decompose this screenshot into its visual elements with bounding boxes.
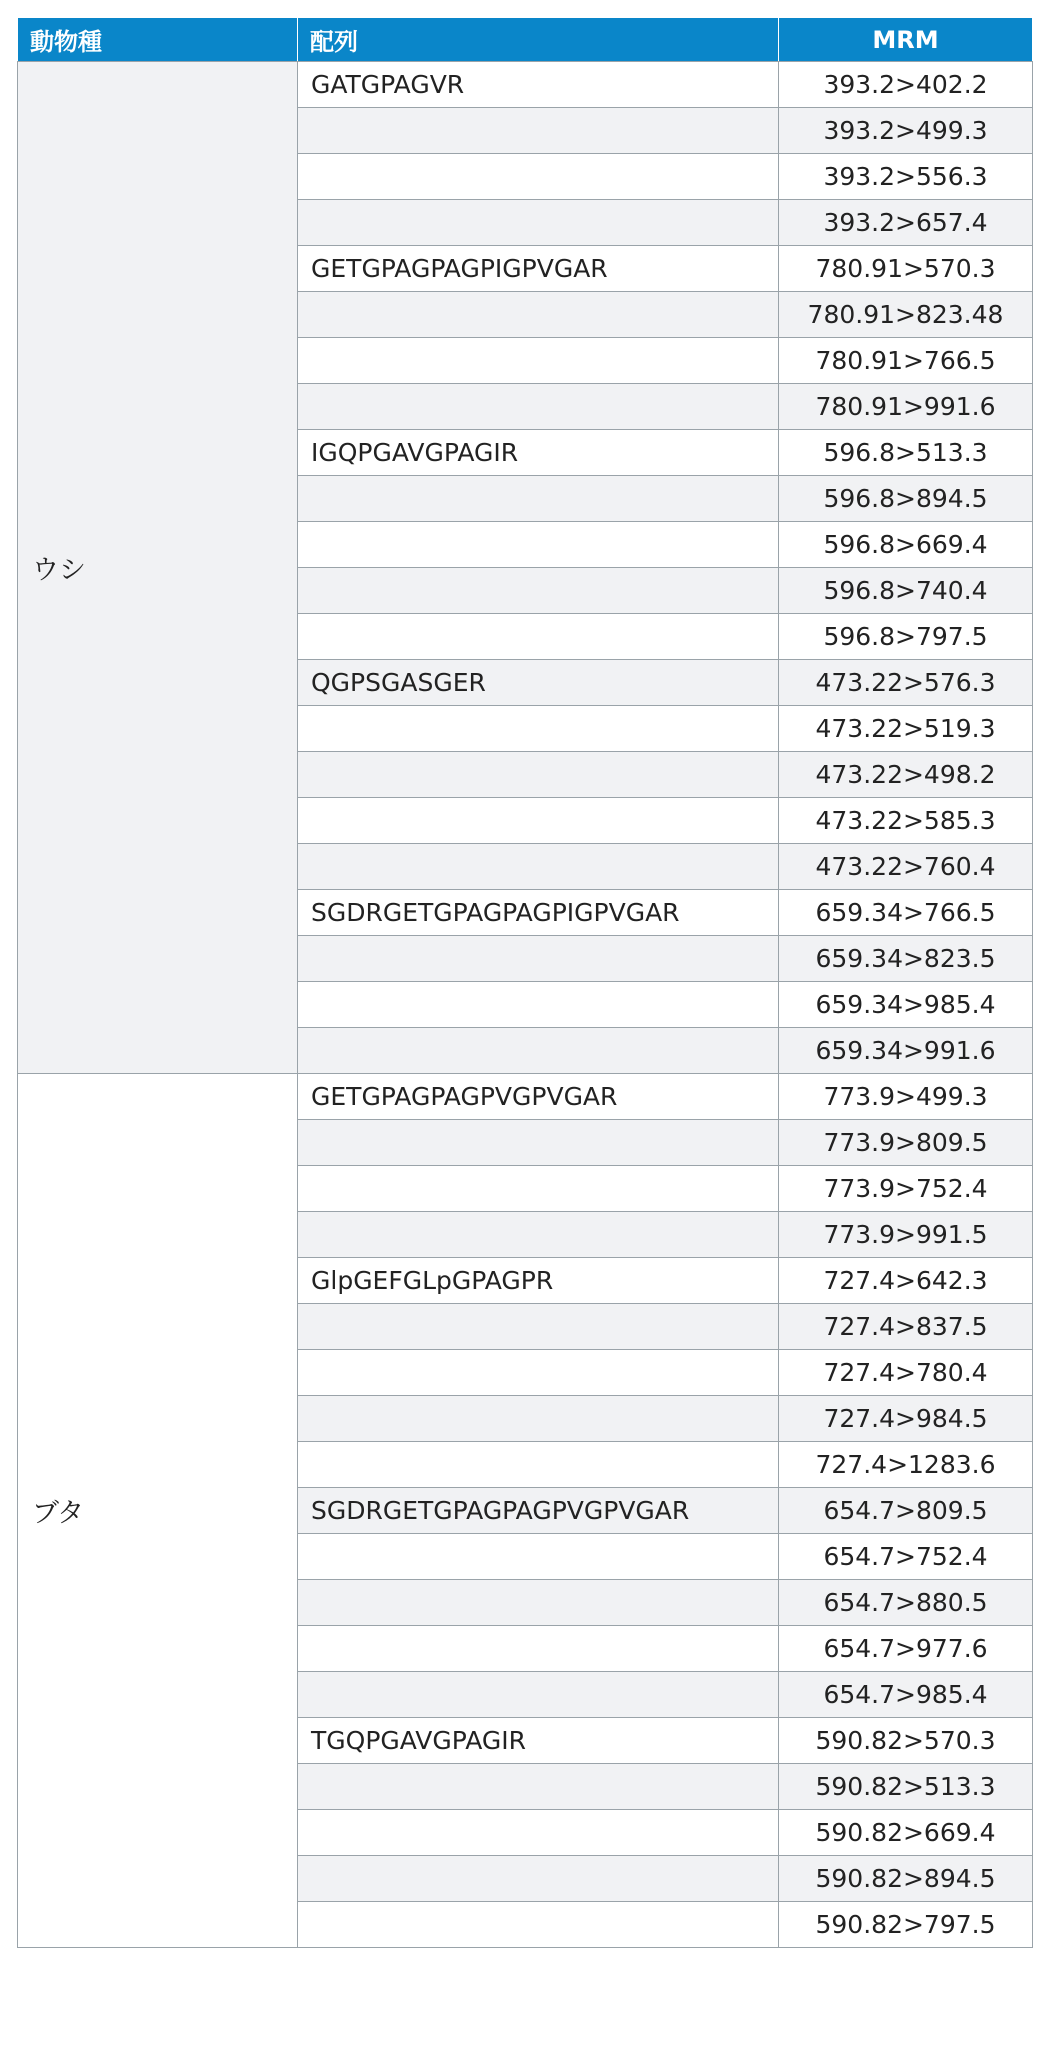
sequence-cell [298,1810,779,1856]
mrm-cell: 727.4>780.4 [779,1350,1033,1396]
sequence-cell: GATGPAGVR [298,62,779,108]
mrm-cell: 393.2>402.2 [779,62,1033,108]
mrm-cell: 654.7>977.6 [779,1626,1033,1672]
sequence-cell [298,936,779,982]
mrm-cell: 596.8>797.5 [779,614,1033,660]
sequence-cell [298,844,779,890]
sequence-cell [298,338,779,384]
mrm-cell: 393.2>499.3 [779,108,1033,154]
mrm-cell: 654.7>752.4 [779,1534,1033,1580]
sequence-cell [298,1396,779,1442]
sequence-cell [298,292,779,338]
sequence-cell: SGDRGETGPAGPAGPVGPVGAR [298,1488,779,1534]
mrm-cell: 780.91>766.5 [779,338,1033,384]
mrm-cell: 780.91>570.3 [779,246,1033,292]
mrm-cell: 596.8>740.4 [779,568,1033,614]
mrm-cell: 780.91>823.48 [779,292,1033,338]
sequence-cell [298,1166,779,1212]
sequence-cell [298,1856,779,1902]
sequence-cell [298,522,779,568]
sequence-cell [298,1212,779,1258]
mrm-cell: 780.91>991.6 [779,384,1033,430]
mrm-cell: 659.34>985.4 [779,982,1033,1028]
header-sequence: 配列 [298,18,779,62]
sequence-cell [298,1672,779,1718]
sequence-cell [298,154,779,200]
mrm-cell: 727.4>837.5 [779,1304,1033,1350]
sequence-cell [298,1304,779,1350]
sequence-cell [298,476,779,522]
mrm-cell: 773.9>499.3 [779,1074,1033,1120]
mrm-cell: 473.22>576.3 [779,660,1033,706]
header-mrm: MRM [779,18,1033,62]
sequence-cell [298,798,779,844]
table-row [18,1074,1033,1120]
table-header [18,18,1033,62]
table-row [18,62,1033,108]
mrm-cell: 654.7>985.4 [779,1672,1033,1718]
mrm-cell: 659.34>991.6 [779,1028,1033,1074]
mrm-cell: 473.22>585.3 [779,798,1033,844]
mrm-cell: 473.22>519.3 [779,706,1033,752]
mrm-cell: 727.4>984.5 [779,1396,1033,1442]
mrm-cell: 659.34>823.5 [779,936,1033,982]
sequence-cell [298,108,779,154]
sequence-cell [298,1350,779,1396]
sequence-cell [298,1626,779,1672]
mrm-transition-table [17,17,1033,1948]
sequence-cell: QGPSGASGER [298,660,779,706]
mrm-cell: 596.8>894.5 [779,476,1033,522]
species-cell: ウシ [18,62,298,1074]
mrm-cell: 473.22>498.2 [779,752,1033,798]
mrm-cell: 773.9>991.5 [779,1212,1033,1258]
mrm-cell: 596.8>513.3 [779,430,1033,476]
mrm-cell: 654.7>809.5 [779,1488,1033,1534]
mrm-cell: 659.34>766.5 [779,890,1033,936]
header-species: 動物種 [18,18,298,62]
sequence-cell: GETGPAGPAGPIGPVGAR [298,246,779,292]
sequence-cell: GlpGEFGLpGPAGPR [298,1258,779,1304]
mrm-table-container [17,17,1032,1948]
sequence-cell [298,1028,779,1074]
mrm-cell: 590.82>570.3 [779,1718,1033,1764]
sequence-cell: GETGPAGPAGPVGPVGAR [298,1074,779,1120]
mrm-cell: 596.8>669.4 [779,522,1033,568]
sequence-cell: TGQPGAVGPAGIR [298,1718,779,1764]
mrm-cell: 727.4>642.3 [779,1258,1033,1304]
sequence-cell [298,1442,779,1488]
sequence-cell: SGDRGETGPAGPAGPIGPVGAR [298,890,779,936]
sequence-cell [298,1902,779,1948]
mrm-cell: 590.82>513.3 [779,1764,1033,1810]
sequence-cell [298,200,779,246]
mrm-cell: 773.9>809.5 [779,1120,1033,1166]
sequence-cell [298,706,779,752]
sequence-cell [298,1580,779,1626]
sequence-cell [298,614,779,660]
sequence-cell [298,568,779,614]
sequence-cell [298,752,779,798]
table-body [18,62,1033,1948]
sequence-cell [298,1120,779,1166]
mrm-cell: 590.82>669.4 [779,1810,1033,1856]
sequence-cell [298,384,779,430]
mrm-cell: 393.2>657.4 [779,200,1033,246]
mrm-cell: 473.22>760.4 [779,844,1033,890]
sequence-cell [298,1534,779,1580]
mrm-cell: 654.7>880.5 [779,1580,1033,1626]
header-row [18,18,1033,62]
sequence-cell [298,982,779,1028]
species-cell: ブタ [18,1074,298,1948]
mrm-cell: 393.2>556.3 [779,154,1033,200]
sequence-cell [298,1764,779,1810]
mrm-cell: 590.82>894.5 [779,1856,1033,1902]
mrm-cell: 590.82>797.5 [779,1902,1033,1948]
mrm-cell: 727.4>1283.6 [779,1442,1033,1488]
sequence-cell: IGQPGAVGPAGIR [298,430,779,476]
mrm-cell: 773.9>752.4 [779,1166,1033,1212]
